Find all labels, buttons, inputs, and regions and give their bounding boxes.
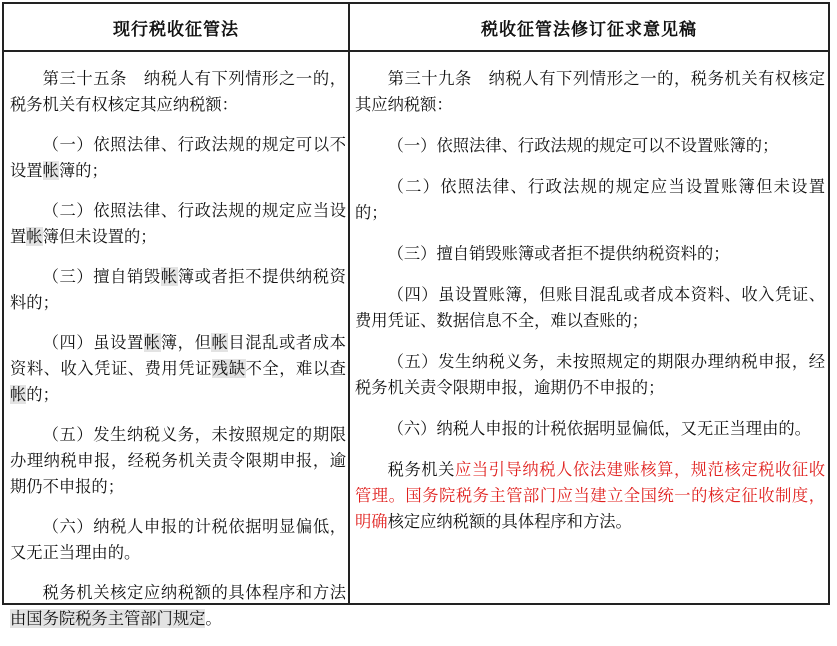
current-law-column xyxy=(10,66,346,646)
header-divider xyxy=(4,50,828,52)
left-item-4: （四）虽设置帐簿，但帐目混乱或者成本资料、收入凭证、费用凭证残缺不全，难以查帐的； xyxy=(10,333,346,404)
header-draft-revision: 税收征管法修订征求意见稿 xyxy=(481,19,697,40)
revision-highlight-red: 应当引导纳税人依法建账核算，规范核定税收征收管理。国务院税务主管部门应当建立全国统一的核定征收制度，明确 xyxy=(355,460,825,531)
left-item-1: （一）依照法律、行政法规的规定可以不设置帐簿的； xyxy=(10,135,346,180)
right-closing-paragraph: 税务机关应当引导纳税人依法建账核算，规范核定税收征收管理。国务院税务主管部门应当建立全国统一的核定征收制度，明确核定应纳税额的具体程序和方法。 xyxy=(355,460,825,531)
comparison-table xyxy=(2,2,830,628)
draft-revision-column xyxy=(355,66,825,550)
right-item-1: （一）依照法律、行政法规的规定可以不设置账簿的； xyxy=(387,136,779,155)
right-item-5: （五）发生纳税义务，未按照规定的期限办理纳税申报，经税务机关责令限期申报，逾期仍不申报的； xyxy=(355,352,825,397)
header-current-law: 现行税收征管法 xyxy=(113,19,239,40)
right-item-6: （六）纳税人申报的计税依据明显偏低，又无正当理由的。 xyxy=(387,419,811,438)
right-article-39: 第三十九条 纳税人有下列情形之一的，税务机关有权核定其应纳税额： xyxy=(355,69,825,114)
column-divider xyxy=(348,4,350,603)
left-item-3: （三）擅自销毁帐簿或者拒不提供纳税资料的； xyxy=(10,267,346,312)
right-item-3: （三）擅自销毁账簿或者拒不提供纳税资料的； xyxy=(387,244,730,263)
left-item-6: （六）纳税人申报的计税依据明显偏低，又无正当理由的。 xyxy=(10,517,346,562)
left-item-2: （二）依照法律、行政法规的规定应当设置帐簿但未设置的； xyxy=(10,201,346,246)
left-closing-paragraph: 税务机关核定应纳税额的具体程序和方法由国务院税务主管部门规定。 xyxy=(10,583,346,628)
right-item-4: （四）虽设置账簿，但账目混乱或者成本资料、收入凭证、费用凭证、数据信息不全，难以查账的； xyxy=(355,285,825,330)
left-item-5: （五）发生纳税义务，未按照规定的期限办理纳税申报，经税务机关责令限期申报，逾期仍不申报的； xyxy=(10,425,346,496)
left-article-35: 第三十五条 纳税人有下列情形之一的，税务机关有权核定其应纳税额： xyxy=(10,69,346,114)
right-item-2: （二）依照法律、行政法规的规定应当设置账簿但未设置的； xyxy=(355,177,825,222)
